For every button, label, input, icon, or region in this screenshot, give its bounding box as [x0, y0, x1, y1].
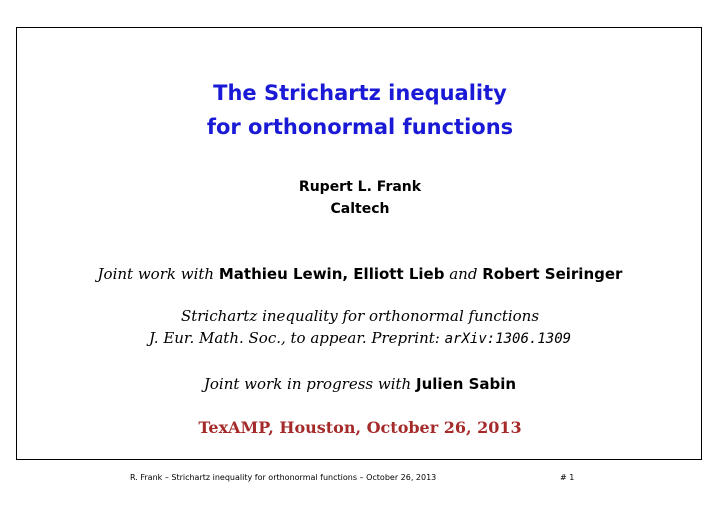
author-affiliation: Caltech [330, 201, 390, 217]
author-name: Rupert L. Frank [298, 179, 422, 195]
footer-text: R. Frank – Strichartz inequality for orthonormal functions – October 26, 2013 [130, 473, 437, 482]
joint-progress-name: Julien Sabin [416, 375, 517, 393]
joint-work-names: Mathieu Lewin, Elliott Lieb [218, 265, 445, 283]
joint-work-prefix: Joint work with [97, 265, 215, 283]
page-number: # 1 [560, 473, 575, 482]
reference-title: Strichartz inequality for orthonormal functions [180, 307, 540, 325]
reference-arxiv: arXiv:1306.1309 [444, 331, 572, 347]
joint-work-names-last: Robert Seiringer [482, 265, 623, 283]
reference-journal-line [0, 328, 720, 349]
joint-work-and: and [449, 265, 478, 283]
joint-progress-prefix: Joint work in progress with [203, 375, 412, 393]
joint-work-line [0, 264, 720, 284]
conference-line: TexAMP, Houston, October 26, 2013 [198, 418, 522, 437]
joint-progress-line [0, 374, 720, 394]
slide-title-line2: for orthonormal functions [206, 115, 514, 139]
slide-title-line1: The Strichartz inequality [213, 81, 507, 105]
reference-journal: J. Eur. Math. Soc., to appear. Preprint: [148, 329, 440, 347]
